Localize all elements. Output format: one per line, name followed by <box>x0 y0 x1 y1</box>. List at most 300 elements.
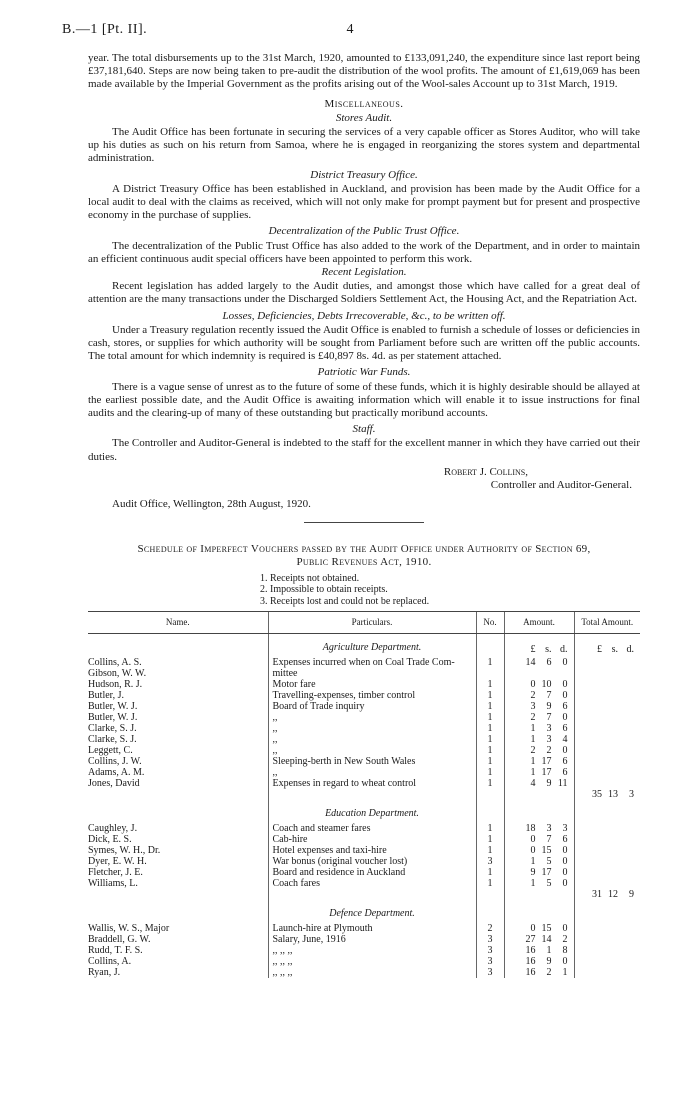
particulars-cell <box>268 967 476 978</box>
amount-cell <box>504 734 574 745</box>
paragraph-public-trust: The decentralization of the Public Trust Office has also added to the work of the Department, and in order to maintain an efficient continuous audit special officers have been appointed to perform this work. <box>88 239 640 265</box>
name-cell <box>88 878 268 889</box>
department-header-row <box>88 634 640 658</box>
money-value <box>505 956 574 967</box>
particulars-text: Expenses in regard to wheat control <box>272 778 417 789</box>
pounds: 0 <box>530 845 536 856</box>
pounds: 16 <box>525 956 536 967</box>
pounds: 14 <box>525 657 536 668</box>
table-row <box>88 723 640 734</box>
empty-cell <box>574 668 640 679</box>
particulars-text: Board and residence in Auckland <box>272 867 406 878</box>
empty-cell <box>88 800 268 823</box>
schedule-title <box>88 543 640 569</box>
voucher-category: 1 <box>476 767 504 778</box>
name-cell <box>88 701 268 712</box>
name-cell <box>88 668 268 679</box>
payee-name: Butler, W. J. <box>88 712 138 723</box>
amount-units-header <box>504 634 574 658</box>
voucher-category: 1 <box>476 823 504 834</box>
name-cell <box>88 945 268 956</box>
heading-stores-audit: Stores Audit. <box>335 111 393 124</box>
voucher-category: 3 <box>476 967 504 978</box>
paragraph-staff: The Controller and Auditor-General is indebted to the staff for the excellent manner in which they have carried out their duties. <box>88 437 640 463</box>
name-cell <box>88 845 268 856</box>
money-value <box>575 889 641 900</box>
pounds: 4 <box>530 778 536 789</box>
empty-cell <box>574 657 640 668</box>
amount-cell <box>504 701 574 712</box>
empty-cell <box>476 789 504 800</box>
name-cell <box>88 967 268 978</box>
legend-item: 1. Receipts not obtained. <box>260 572 360 584</box>
pence: 0 <box>562 679 568 690</box>
amount-cell <box>504 657 574 668</box>
particulars-cell <box>268 778 476 789</box>
voucher-category: 3 <box>476 934 504 945</box>
pence: 0 <box>562 923 568 934</box>
particulars-cell <box>268 745 476 756</box>
name-cell <box>88 745 268 756</box>
pounds: 27 <box>525 934 536 945</box>
empty-cell <box>574 712 640 723</box>
shillings: 7 <box>546 690 552 701</box>
money-value <box>505 657 574 668</box>
money-value <box>505 701 574 712</box>
pence: 6 <box>562 756 568 767</box>
pence: 0 <box>562 867 568 878</box>
particulars-cell <box>268 878 476 889</box>
particulars-cell <box>268 701 476 712</box>
department-total-row <box>88 789 640 800</box>
table-row <box>88 745 640 756</box>
particulars-text: Launch-hire at Plymouth <box>272 923 373 934</box>
shillings: 6 <box>546 657 552 668</box>
pence: 11 <box>557 778 568 789</box>
payee-name: Dyer, E. W. H. <box>88 856 147 867</box>
heading-public-trust: Decentralization of the Public Trust Office. <box>268 225 460 238</box>
table-row <box>88 834 640 845</box>
department-header-row <box>88 800 640 823</box>
payee-name: Collins, A. <box>88 956 132 967</box>
amount-cell <box>504 723 574 734</box>
particulars-cell <box>268 923 476 934</box>
payee-name: Williams, L. <box>88 878 138 889</box>
payee-name: Jones, David <box>88 778 140 789</box>
particulars-text: ,, <box>272 734 278 745</box>
shillings: 14 <box>541 934 552 945</box>
empty-cell <box>504 900 574 923</box>
unit-label: £ <box>597 644 602 655</box>
empty-cell <box>574 945 640 956</box>
heading-patriotic-funds: Patriotic War Funds. <box>317 366 411 379</box>
empty-cell <box>574 756 640 767</box>
amount-cell <box>504 834 574 845</box>
empty-cell <box>574 723 640 734</box>
shillings: 13 <box>608 789 618 800</box>
total-units-header <box>574 634 640 658</box>
empty-cell <box>574 900 640 923</box>
particulars-cell <box>268 845 476 856</box>
department-title: Defence Department. <box>268 900 476 923</box>
money-value <box>505 923 574 934</box>
total-amount-cell <box>574 889 640 900</box>
table-row <box>88 767 640 778</box>
pence: 0 <box>562 745 568 756</box>
particulars-text: Salary, June, 1916 <box>272 934 346 945</box>
payee-name: Clarke, S. J. <box>88 723 137 734</box>
table-row <box>88 845 640 856</box>
empty-cell <box>88 900 268 923</box>
payee-name: Dick, E. S. <box>88 834 132 845</box>
table-row <box>88 712 640 723</box>
amount-cell <box>504 856 574 867</box>
voucher-category: 1 <box>476 778 504 789</box>
name-cell <box>88 823 268 834</box>
particulars-cell <box>268 679 476 690</box>
money-value <box>505 734 574 745</box>
money-units <box>505 644 574 655</box>
pence: 3 <box>562 823 568 834</box>
unit-label: d. <box>560 644 568 655</box>
payee-name: Clarke, S. J. <box>88 734 137 745</box>
pounds: 16 <box>525 945 536 956</box>
payee-name: Ryan, J. <box>88 967 121 978</box>
column-header-no: No. <box>476 612 504 634</box>
name-cell <box>88 778 268 789</box>
shillings: 17 <box>541 756 552 767</box>
name-cell <box>88 923 268 934</box>
pence: 0 <box>562 657 568 668</box>
shillings: 17 <box>541 767 552 778</box>
heading-district-treasury: District Treasury Office. <box>310 168 418 181</box>
column-header-total: Total Amount. <box>574 612 640 634</box>
empty-cell <box>574 800 640 823</box>
particulars-text: ,, <box>272 712 278 723</box>
empty-cell <box>88 889 268 900</box>
empty-cell <box>574 878 640 889</box>
heading-recent-legislation: Recent Legislation. <box>321 266 407 279</box>
money-value <box>505 945 574 956</box>
pounds: 2 <box>530 690 536 701</box>
pounds: 0 <box>530 834 536 845</box>
particulars-text: ,, <box>272 767 278 778</box>
department-title: Agriculture Department. <box>268 634 476 658</box>
amount-cell <box>504 778 574 789</box>
pounds: 1 <box>530 856 536 867</box>
amount-cell <box>504 679 574 690</box>
pence: 1 <box>562 967 568 978</box>
shillings: 9 <box>546 701 552 712</box>
empty-cell <box>574 767 640 778</box>
amount-cell <box>504 967 574 978</box>
pounds: 9 <box>530 867 536 878</box>
unit-label: s. <box>545 644 552 655</box>
voucher-category: 1 <box>476 723 504 734</box>
voucher-category: 1 <box>476 845 504 856</box>
voucher-category: 2 <box>476 923 504 934</box>
pence: 0 <box>562 712 568 723</box>
pounds: 1 <box>530 756 536 767</box>
amount-cell <box>504 690 574 701</box>
pounds: 1 <box>530 734 536 745</box>
pence: 6 <box>562 723 568 734</box>
legend-item: 3. Receipts lost and could not be replaced. <box>260 595 430 607</box>
payee-name: Butler, J. <box>88 690 124 701</box>
pence: 4 <box>562 734 568 745</box>
signature-title: Controller and Auditor-General. <box>490 479 632 492</box>
table-row <box>88 690 640 701</box>
particulars-cell <box>268 723 476 734</box>
schedule-legend <box>260 573 640 608</box>
particulars-text: Travelling-expenses, timber control <box>272 690 416 701</box>
empty-cell <box>574 956 640 967</box>
money-value <box>505 767 574 778</box>
table-row <box>88 867 640 878</box>
particulars-cell <box>268 956 476 967</box>
money-value <box>505 856 574 867</box>
voucher-category: 1 <box>476 745 504 756</box>
shillings: 10 <box>541 679 552 690</box>
amount-cell <box>504 668 574 679</box>
amount-cell <box>504 867 574 878</box>
amount-cell <box>504 712 574 723</box>
voucher-category: 3 <box>476 856 504 867</box>
empty-cell <box>504 889 574 900</box>
shillings: 9 <box>546 956 552 967</box>
name-cell <box>88 657 268 668</box>
voucher-category: 1 <box>476 734 504 745</box>
name-cell <box>88 867 268 878</box>
table-row <box>88 934 640 945</box>
pounds: 1 <box>530 767 536 778</box>
pence: 0 <box>562 690 568 701</box>
pounds: 0 <box>530 679 536 690</box>
shillings: 3 <box>546 723 552 734</box>
empty-cell <box>574 734 640 745</box>
money-value <box>505 723 574 734</box>
voucher-category: 1 <box>476 834 504 845</box>
voucher-category: 1 <box>476 657 504 668</box>
amount-cell <box>504 756 574 767</box>
particulars-cell <box>268 867 476 878</box>
voucher-category: 1 <box>476 878 504 889</box>
paragraph-stores-audit: The Audit Office has been fortunate in securing the services of a very capable officer as Stores Auditor, who will take up his duties as such on his return from Samoa, where he is engaged in reorganizing the stores system and departmental administration. <box>88 126 640 165</box>
paragraph-district-treasury: A District Treasury Office has been established in Auckland, and provision has been made by the Audit Office for a local audit to deal with the claims as received, which will not only make for prompt payment but for present and prospective economy in the purchase of supplies. <box>88 182 640 222</box>
particulars-text: ,, ,, ,, <box>272 956 293 967</box>
particulars-text: War bonus (original voucher lost) <box>272 856 408 867</box>
page-number: 4 <box>346 22 354 37</box>
empty-cell <box>476 634 504 658</box>
shillings: 7 <box>546 834 552 845</box>
unit-label: d. <box>626 644 634 655</box>
empty-cell <box>476 889 504 900</box>
money-units <box>575 644 641 655</box>
empty-cell <box>574 690 640 701</box>
amount-cell <box>504 956 574 967</box>
pence: 3 <box>629 789 634 800</box>
name-cell <box>88 679 268 690</box>
shillings: 1 <box>546 945 552 956</box>
empty-cell <box>574 745 640 756</box>
money-value <box>505 967 574 978</box>
money-value <box>505 756 574 767</box>
name-cell <box>88 834 268 845</box>
money-value <box>505 690 574 701</box>
money-value <box>505 823 574 834</box>
payee-name: Symes, W. H., Dr. <box>88 845 161 856</box>
empty-cell <box>574 778 640 789</box>
particulars-cell <box>268 834 476 845</box>
money-value <box>505 867 574 878</box>
particulars-text: mittee <box>272 668 298 679</box>
department-total-row <box>88 889 640 900</box>
heading-losses: Losses, Deficiencies, Debts Irrecoverable, &c., to be written off. <box>222 309 506 322</box>
pounds: 3 <box>530 701 536 712</box>
shillings: 3 <box>546 734 552 745</box>
table-row <box>88 668 640 679</box>
particulars-text: Sleeping-berth in New South Wales <box>272 756 416 767</box>
pounds: 1 <box>530 878 536 889</box>
payee-name: Braddell, G. W. <box>88 934 151 945</box>
particulars-cell <box>268 856 476 867</box>
particulars-cell <box>268 823 476 834</box>
unit-label: £ <box>530 644 536 655</box>
empty-cell <box>574 856 640 867</box>
money-value <box>505 934 574 945</box>
voucher-category: 1 <box>476 867 504 878</box>
table-row <box>88 657 640 668</box>
shillings: 15 <box>541 845 552 856</box>
amount-cell <box>504 823 574 834</box>
empty-cell <box>88 634 268 658</box>
money-value <box>505 845 574 856</box>
pence: 0 <box>562 878 568 889</box>
shillings: 12 <box>608 889 618 900</box>
table-row <box>88 778 640 789</box>
total-amount-cell <box>574 789 640 800</box>
payee-name: Collins, J. W. <box>88 756 142 767</box>
table-row <box>88 823 640 834</box>
voucher-category: 1 <box>476 756 504 767</box>
paragraph-losses: Under a Treasury regulation recently issued the Audit Office is enabled to furnish a schedule of losses or deficiencies in cash, stores, or supplies for which authority will be sought from Parliament before such are written off the public accounts. The total amount for which indemnity is required is £40,897 8s. 4d. as per statement attached. <box>88 323 640 363</box>
payee-name: Adams, A. M. <box>88 767 145 778</box>
shillings: 7 <box>546 712 552 723</box>
report-body <box>88 52 640 978</box>
voucher-category: 1 <box>476 701 504 712</box>
column-header-name: Name. <box>88 612 268 634</box>
table-row <box>88 756 640 767</box>
pounds: 1 <box>530 723 536 734</box>
payee-name: Butler, W. J. <box>88 701 138 712</box>
table-row <box>88 923 640 934</box>
particulars-cell <box>268 945 476 956</box>
pounds: 2 <box>530 712 536 723</box>
empty-cell <box>268 889 476 900</box>
name-cell <box>88 934 268 945</box>
report-reference: B.—1 [Pt. II]. <box>62 22 148 37</box>
particulars-cell <box>268 668 476 679</box>
empty-cell <box>574 834 640 845</box>
heading-staff: Staff. <box>352 423 376 436</box>
column-header-particulars: Particulars. <box>268 612 476 634</box>
payee-name: Hudson, R. J. <box>88 679 143 690</box>
payee-name: Leggett, C. <box>88 745 133 756</box>
voucher-category: 1 <box>476 679 504 690</box>
pence: 0 <box>562 845 568 856</box>
amount-cell <box>504 923 574 934</box>
particulars-cell <box>268 756 476 767</box>
name-cell <box>88 690 268 701</box>
particulars-cell <box>268 934 476 945</box>
money-value <box>505 745 574 756</box>
particulars-text: Board of Trade inquiry <box>272 701 365 712</box>
empty-cell <box>574 923 640 934</box>
column-header-amount: Amount. <box>504 612 574 634</box>
voucher-category: 1 <box>476 712 504 723</box>
schedule-table <box>88 611 640 978</box>
department-header-row <box>88 900 640 923</box>
payee-name: Gibson, W. W. <box>88 668 147 679</box>
empty-cell <box>88 789 268 800</box>
paragraph-patriotic-funds: There is a vague sense of unrest as to the future of some of these funds, which it is highly desirable should be allayed at the earliest possible date, and the Audit Office is awaiting information which will enable it to issue instructions for final audits and the clearing-up of many of these outstanding but practically moribund accounts. <box>88 380 640 420</box>
department-title: Education Department. <box>268 800 476 823</box>
pounds: 18 <box>525 823 536 834</box>
empty-cell <box>574 823 640 834</box>
schedule-body <box>88 634 640 979</box>
table-row <box>88 945 640 956</box>
empty-cell <box>574 934 640 945</box>
unit-label: s. <box>611 644 618 655</box>
payee-name: Caughley, J. <box>88 823 138 834</box>
voucher-category: 3 <box>476 956 504 967</box>
particulars-cell <box>268 657 476 668</box>
payee-name: Collins, A. S. <box>88 657 142 668</box>
particulars-text: Coach and steamer fares <box>272 823 371 834</box>
particulars-cell <box>268 734 476 745</box>
table-row <box>88 701 640 712</box>
pence: 6 <box>562 701 568 712</box>
signature-name: Robert J. Collins, <box>443 465 528 478</box>
amount-cell <box>504 845 574 856</box>
name-cell <box>88 734 268 745</box>
empty-cell <box>574 967 640 978</box>
table-row <box>88 956 640 967</box>
empty-cell <box>268 789 476 800</box>
pence: 0 <box>562 956 568 967</box>
page-header <box>62 22 638 42</box>
particulars-cell <box>268 712 476 723</box>
empty-cell <box>504 789 574 800</box>
shillings: 2 <box>546 967 552 978</box>
name-cell <box>88 756 268 767</box>
paragraph-wool: year. The total disbursements up to the 31st March, 1920, amounted to £133,091,240, the expenditure since last report being £37,181,640. Steps are now being taken to pre-audit the distribution of the wool profits. The amount of £1,619,069 has been made available by the Imperial Government as the profits arising out of the Wool-sales Account up to 31st March, 1919. <box>88 52 640 91</box>
shillings: 2 <box>546 745 552 756</box>
name-cell <box>88 956 268 967</box>
pence: 9 <box>629 889 634 900</box>
legend-item: 2. Impossible to obtain receipts. <box>260 584 388 595</box>
money-value <box>575 789 641 800</box>
particulars-text: Motor fare <box>272 679 316 690</box>
payee-name: Rudd, T. F. S. <box>88 945 143 956</box>
dateline: Audit Office, Wellington, 28th August, 1920. <box>112 498 311 511</box>
shillings: 9 <box>546 778 552 789</box>
pence: 2 <box>562 934 568 945</box>
voucher-category: 3 <box>476 945 504 956</box>
empty-cell <box>574 867 640 878</box>
name-cell <box>88 712 268 723</box>
section-divider <box>304 522 424 523</box>
